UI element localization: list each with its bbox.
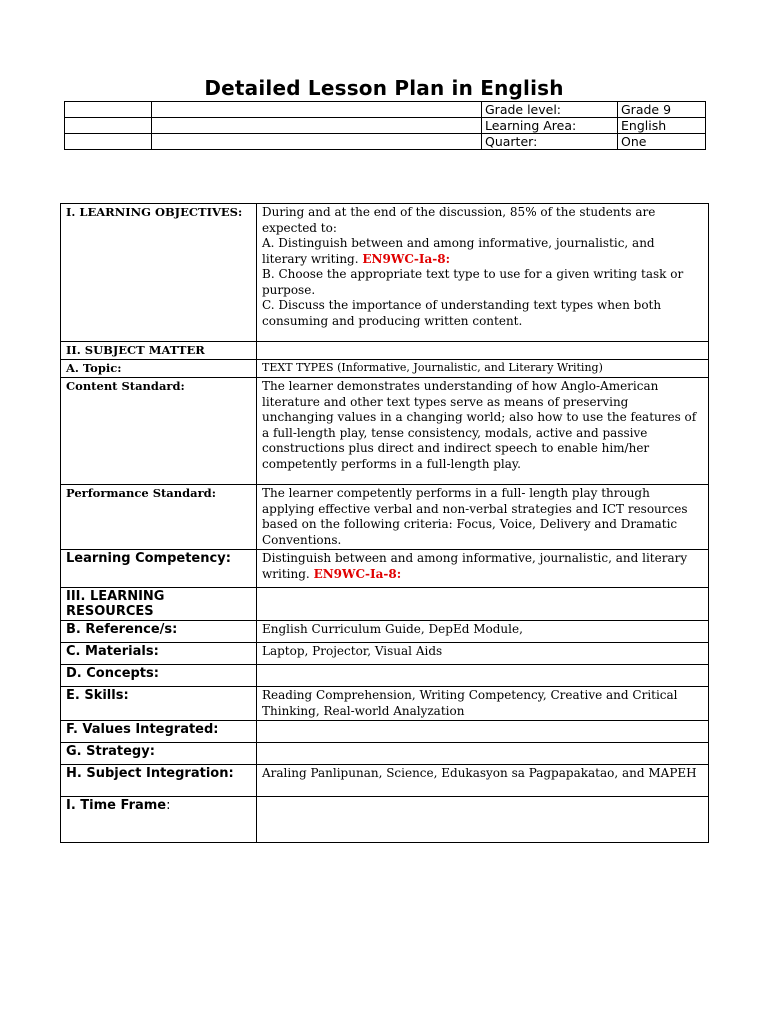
competency-code: EN9WC-Ia-8: <box>313 566 402 581</box>
row-topic <box>61 360 709 378</box>
header-row-quarter <box>65 134 706 150</box>
skills-value: Reading Comprehension, Writing Competency, Creative and Critical Thinking, Real-world Analyzation <box>257 687 709 721</box>
subject-matter-label: II. SUBJECT MATTER <box>61 342 257 360</box>
row-objectives <box>61 204 709 342</box>
row-skills <box>61 687 709 721</box>
row-resources <box>61 588 709 621</box>
row-concepts <box>61 665 709 687</box>
header-blank-cell <box>152 134 482 150</box>
time-frame-text: I. Time Frame <box>66 798 167 813</box>
learning-competency-value <box>257 550 709 588</box>
references-label: B. Reference/s: <box>61 621 257 643</box>
objective-a-text: A. Distinguish between and among informative, journalistic, and literary writing. <box>262 236 655 266</box>
grade-level-label: Grade level: <box>482 102 618 118</box>
references-value: English Curriculum Guide, DepEd Module, <box>257 621 709 643</box>
learning-area-value: English <box>618 118 706 134</box>
objective-b: B. Choose the appropriate text type to use for a given writing task or purpose. <box>262 267 684 297</box>
strategy-value <box>257 743 709 765</box>
row-time-frame <box>61 797 709 843</box>
performance-standard-label: Performance Standard: <box>61 485 257 550</box>
learning-competency-text: Distinguish between and among informative, journalistic, and literary writing. <box>262 551 688 581</box>
concepts-label: D. Concepts: <box>61 665 257 687</box>
subject-integration-label: H. Subject Integration: <box>61 765 257 797</box>
materials-value: Laptop, Projector, Visual Aids <box>257 643 709 665</box>
quarter-label: Quarter: <box>482 134 618 150</box>
row-references <box>61 621 709 643</box>
content-standard-value: The learner demonstrates understanding of how Anglo-American literature and other text types serve as means of preserving unchanging values in a changing world; also how to use the features of a full-length play, tense consistency, modals, active and passive constructions plus direct and indirect speech to enable him/her competently performs in a full-length play. <box>257 378 709 485</box>
skills-label: E. Skills: <box>61 687 257 721</box>
learning-resources-label: III. LEARNING RESOURCES <box>61 588 257 621</box>
row-integration <box>61 765 709 797</box>
row-performance-standard <box>61 485 709 550</box>
row-subject-matter <box>61 342 709 360</box>
row-values <box>61 721 709 743</box>
header-blank-cell <box>152 102 482 118</box>
topic-label: A. Topic: <box>61 360 257 378</box>
learning-competency-label: Learning Competency: <box>61 550 257 588</box>
time-frame-colon: : <box>166 798 171 813</box>
objectives-intro: During and at the end of the discussion, 85% of the students are expected to: <box>262 205 656 235</box>
topic-value: TEXT TYPES (Informative, Journalistic, and Literary Writing) <box>257 360 709 378</box>
header-row-grade <box>65 102 706 118</box>
header-info-table <box>64 101 706 150</box>
strategy-label: G. Strategy: <box>61 743 257 765</box>
objective-c: C. Discuss the importance of understanding text types when both consuming and producing written content. <box>262 298 662 328</box>
competency-code: EN9WC-Ia-8: <box>362 251 451 266</box>
header-blank-cell <box>152 118 482 134</box>
quarter-value: One <box>618 134 706 150</box>
concepts-value <box>257 665 709 687</box>
row-content-standard <box>61 378 709 485</box>
objectives-value <box>257 204 709 342</box>
learning-resources-value <box>257 588 709 621</box>
performance-standard-value: The learner competently performs in a full- length play through applying effective verbal and non-verbal strategies and ICT resources based on the following criteria: Focus, Voice, Delivery and Dramatic Conventions. <box>257 485 709 550</box>
row-competency <box>61 550 709 588</box>
objective-a <box>262 236 703 267</box>
header-blank-cell <box>65 102 152 118</box>
grade-level-value: Grade 9 <box>618 102 706 118</box>
lesson-plan-table <box>60 203 709 843</box>
time-frame-value <box>257 797 709 843</box>
row-materials <box>61 643 709 665</box>
page-title: Detailed Lesson Plan in English <box>204 76 564 100</box>
header-row-area <box>65 118 706 134</box>
subject-integration-value: Araling Panlipunan, Science, Edukasyon sa Pagpapakatao, and MAPEH <box>257 765 709 797</box>
values-integrated-value <box>257 721 709 743</box>
time-frame-label <box>61 797 257 843</box>
subject-matter-value <box>257 342 709 360</box>
content-standard-label: Content Standard: <box>61 378 257 485</box>
header-blank-cell <box>65 118 152 134</box>
objectives-label: I. LEARNING OBJECTIVES: <box>61 204 257 342</box>
learning-area-label: Learning Area: <box>482 118 618 134</box>
row-strategy <box>61 743 709 765</box>
header-blank-cell <box>65 134 152 150</box>
materials-label: C. Materials: <box>61 643 257 665</box>
values-integrated-label: F. Values Integrated: <box>61 721 257 743</box>
